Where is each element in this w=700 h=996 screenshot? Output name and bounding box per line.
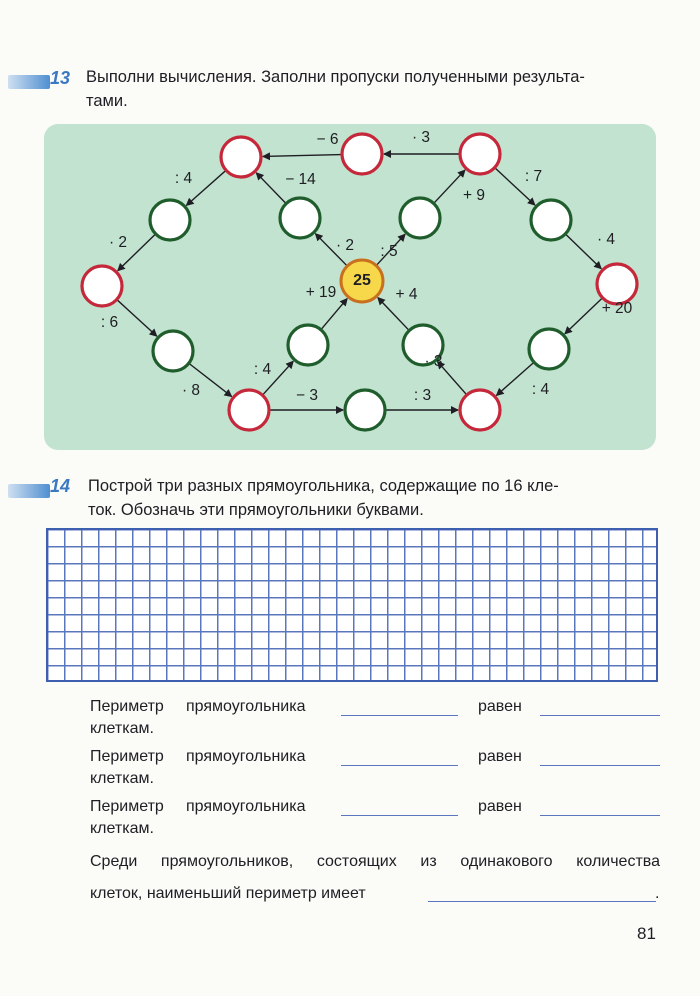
task-13-marker [8, 75, 50, 89]
operation-label: − 3 [296, 387, 318, 404]
rectangle-letter-blank[interactable] [341, 715, 458, 716]
equals-word: равен [478, 748, 522, 765]
arrow-right-lower-to-bottom-right [496, 363, 533, 396]
operation-label: · 2 [108, 234, 128, 251]
rectangle-word: прямоугольника [186, 698, 306, 715]
rectangle-word: прямоугольника [186, 798, 306, 815]
operation-label: · 2 [335, 236, 355, 254]
conclusion-answer-blank[interactable] [428, 901, 656, 902]
conclusion-text-line-2: клеток, наименьший периметр имеет [90, 885, 366, 902]
answer-node-far-left[interactable] [82, 266, 122, 306]
answer-node-bottom-left[interactable] [229, 390, 269, 430]
drawing-grid[interactable] [46, 528, 658, 682]
operation-label: − 14 [285, 170, 316, 188]
operation-label: + 4 [395, 286, 418, 303]
conclusion-period: . [655, 885, 660, 902]
operation-label: : 6 [100, 313, 119, 331]
operation-label: + 19 [305, 284, 337, 301]
operation-label: : 3 [413, 387, 432, 404]
operation-label: + 9 [463, 187, 485, 204]
operation-label: · 3 [424, 352, 443, 370]
operation-label: · 8 [181, 381, 201, 399]
perimeter-word: Периметр [90, 798, 164, 815]
answer-node-far-right[interactable] [597, 264, 637, 304]
arrow-far-left-to-left-lower [117, 300, 156, 336]
page-number: 81 [637, 924, 656, 943]
answer-node-bottom-mid[interactable] [345, 390, 385, 430]
arrow-inner-upper-right-to-top-right [434, 170, 465, 203]
answer-node-left-upper[interactable] [150, 200, 190, 240]
rectangle-letter-blank[interactable] [341, 815, 458, 816]
operation-label: : 4 [253, 360, 272, 378]
cells-word: клеткам. [90, 820, 154, 837]
rectangle-word: прямоугольника [186, 748, 306, 765]
calculation-diagram [44, 124, 656, 450]
operation-label: : 5 [380, 242, 398, 260]
operation-label: − 6 [316, 130, 339, 148]
equals-word: равен [478, 698, 522, 715]
rectangle-letter-blank[interactable] [341, 765, 458, 766]
operation-label: + 20 [601, 299, 633, 317]
perimeter-row-2 [90, 748, 660, 796]
answer-node-right-upper[interactable] [531, 200, 571, 240]
arrow-top-left-to-left-upper [186, 171, 225, 205]
operation-label: : 4 [531, 380, 550, 398]
arrow-inner-upper-left-to-top-left [256, 173, 285, 203]
perimeter-value-blank[interactable] [540, 765, 660, 766]
answer-node-inner-upper-right[interactable] [400, 198, 440, 238]
operation-label: : 4 [174, 169, 193, 187]
answer-node-left-lower[interactable] [153, 331, 193, 371]
task-13-text: Выполни вычисления. Заполни пропуски полученными результа- тами. [86, 68, 585, 110]
equals-word: равен [478, 798, 522, 815]
answer-node-top-mid[interactable] [342, 134, 382, 174]
task-14-number: 14 [50, 476, 71, 496]
perimeter-value-blank[interactable] [540, 715, 660, 716]
answer-node-top-right[interactable] [460, 134, 500, 174]
perimeter-word: Периметр [90, 698, 164, 715]
perimeter-row-1 [90, 698, 660, 746]
answer-node-bottom-right[interactable] [460, 390, 500, 430]
perimeter-row-3 [90, 798, 660, 846]
perimeter-word: Периметр [90, 748, 164, 765]
answer-node-inner-upper-left[interactable] [280, 198, 320, 238]
operation-label: · 4 [596, 231, 616, 248]
arrow-top-mid-to-top-left [263, 155, 341, 157]
operation-label: : 7 [524, 168, 543, 185]
answer-node-top-left[interactable] [221, 137, 261, 177]
arrow-far-right-to-right-lower [565, 299, 602, 334]
operation-label: · 3 [411, 129, 431, 146]
task-14-marker [8, 484, 50, 498]
answer-node-inner-lower-left[interactable] [288, 325, 328, 365]
cells-word: клеткам. [90, 720, 154, 737]
cells-word: клеткам. [90, 770, 154, 787]
task-13-number: 13 [50, 68, 71, 88]
arrow-right-upper-to-far-right [566, 235, 601, 269]
arrow-inner-lower-left-to-center [322, 299, 348, 329]
perimeter-value-blank[interactable] [540, 815, 660, 816]
conclusion-text-line-1: Среди прямоугольников, состоящих из одинакового количества [90, 853, 660, 870]
diagram-graph [44, 124, 656, 450]
task-14-text: Построй три разных прямоугольника, содержащие по 16 кле- ток. Обозначь эти прямоугольники буквами. [88, 477, 559, 519]
center-value: 25 [353, 272, 371, 289]
answer-node-right-lower[interactable] [529, 329, 569, 369]
